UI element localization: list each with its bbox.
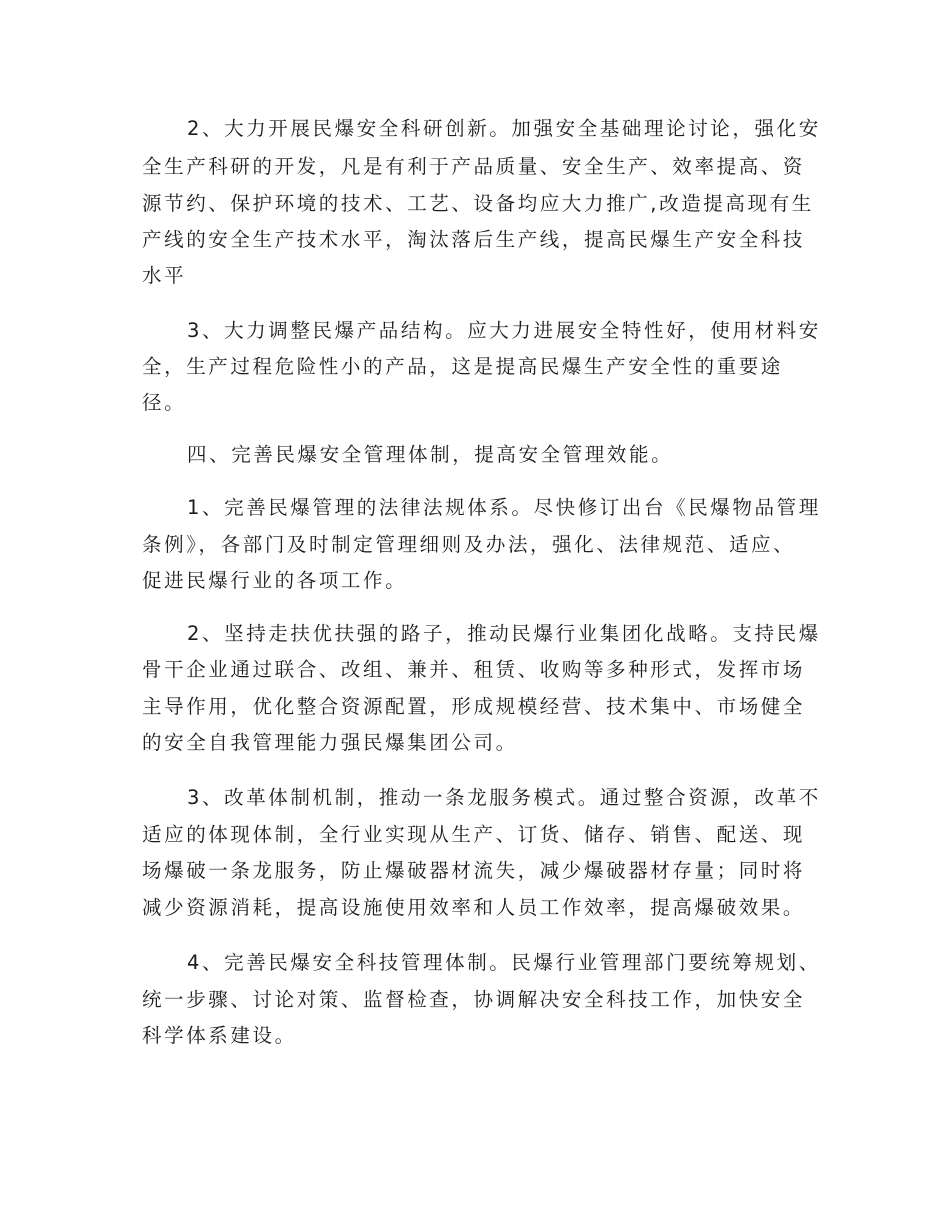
- text-line: 3、改革体制机制，推动一条龙服务模式。通过整合资源，改革不: [187, 786, 821, 809]
- text-line: 主导作用，优化整合资源配置，形成规模经营、技术集中、市场健全: [142, 695, 806, 718]
- text-line: 1、完善民爆管理的法律法规体系。尽快修订出台《民爆物品管理: [187, 496, 821, 519]
- text-line: 科学体系建设。: [142, 1024, 297, 1047]
- text-line: 2、坚持走扶优扶强的路子，推动民爆行业集团化战略。支持民爆: [187, 622, 821, 645]
- text-line: 骨干企业通过联合、改组、兼并、租赁、收购等多种形式，发挥市场: [142, 658, 806, 681]
- text-line: 的安全自我管理能力强民爆集团公司。: [142, 731, 518, 754]
- text-line: 条例》，各部门及时制定管理细则及办法，强化、法律规范、适应、: [142, 533, 796, 556]
- text-line: 减少资源消耗，提高设施使用效率和人员工作效率，提高爆破效果。: [142, 896, 806, 919]
- text-line: 全生产科研的开发，凡是有利于产品质量、安全生产、效率提高、资: [142, 155, 806, 178]
- text-line: 产线的安全生产技术水平，淘汰落后生产线，提高民爆生产安全科技: [142, 228, 806, 251]
- text-line: 径。: [142, 391, 187, 414]
- text-line: 促进民爆行业的各项工作。: [142, 569, 408, 592]
- text-line: 4、完善民爆安全科技管理体制。民爆行业管理部门要统筹规划、: [187, 951, 821, 974]
- text-line: 水平: [142, 264, 187, 287]
- text-line: 适应的体现体制，全行业实现从生产、订货、储存、销售、配送、现: [142, 823, 806, 846]
- section-heading: 四、完善民爆安全管理体制，提高安全管理效能。: [187, 443, 674, 466]
- text-line: 场爆破一条龙服务，防止爆破器材流失，减少爆破器材存量；同时将: [142, 859, 806, 882]
- text-line: 2、大力开展民爆安全科研创新。加强安全基础理论讨论，强化安: [187, 117, 821, 140]
- text-line: 全，生产过程危险性小的产品，这是提高民爆生产安全性的重要途: [142, 355, 783, 378]
- text-line: 源节约、保护环境的技术、工艺、设备均应大力推广,改造提高现有生: [142, 192, 814, 215]
- text-line: 3、大力调整民爆产品结构。应大力进展安全特性好，使用材料安: [187, 319, 821, 342]
- text-line: 统一步骤、讨论对策、监督检查，协调解决安全科技工作，加快安全: [142, 988, 806, 1011]
